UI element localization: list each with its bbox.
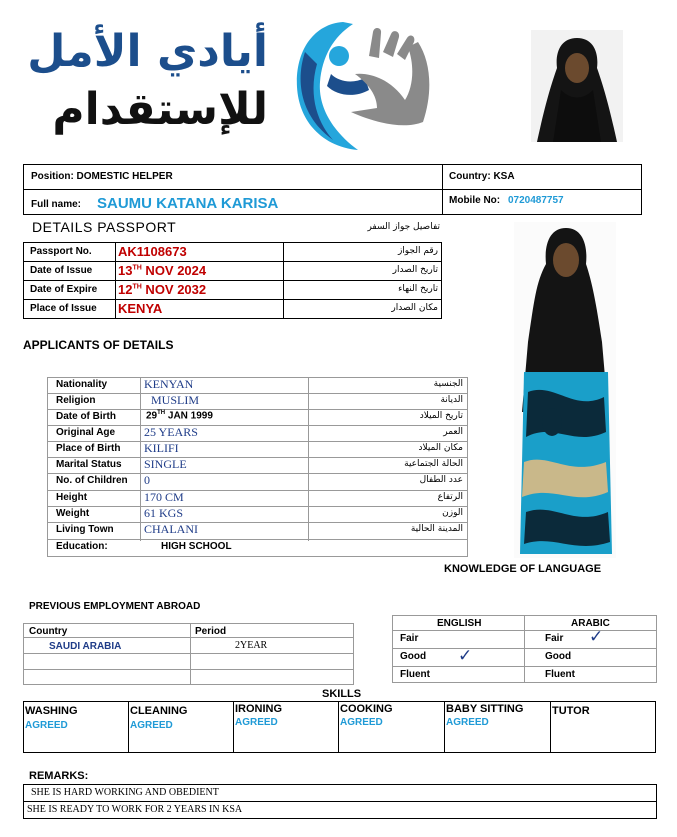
- passport-row-label: Date of Issue: [30, 265, 93, 276]
- skill-name: TUTOR: [552, 705, 590, 717]
- applicant-row-value: KILIFI: [144, 441, 179, 455]
- applicant-row-label: Living Town: [56, 524, 114, 535]
- passport-row-label: Passport No.: [30, 246, 92, 257]
- skill-status: AGREED: [130, 720, 173, 731]
- arabic-check-icon: ✓: [589, 627, 604, 647]
- skill-status: AGREED: [446, 717, 489, 728]
- applicant-row-value: 61 KGS: [144, 506, 184, 520]
- english-level-label: Fluent: [400, 669, 430, 680]
- english-check-icon: ✓: [458, 646, 473, 666]
- passport-heading-ar: تفاصيل جواز السفر: [367, 222, 440, 232]
- portrait-photo: [531, 30, 623, 142]
- employment-period-value: 2YEAR: [235, 640, 268, 651]
- skill-name: WASHING: [25, 705, 78, 717]
- applicant-row-label: Nationality: [56, 379, 108, 390]
- language-col-english: ENGLISH: [437, 618, 482, 629]
- employment-heading: PREVIOUS EMPLOYMENT ABROAD: [29, 601, 201, 612]
- language-heading: KNOWLEDGE OF LANGUAGE: [444, 563, 602, 575]
- passport-row-value: [118, 282, 206, 297]
- skill-name: COOKING: [340, 703, 393, 715]
- passport-value-main: KENYA: [118, 301, 163, 316]
- applicant-row-value: 170 CM: [144, 490, 184, 504]
- passport-row-label-ar: تاريخ الصدار: [392, 265, 438, 275]
- applicant-row-value: SINGLE: [144, 457, 187, 471]
- country-label: Country: KSA: [449, 171, 515, 182]
- language-col-arabic: ARABIC: [571, 618, 610, 629]
- applicant-row-value: [146, 410, 213, 421]
- applicant-row-label-ar: مكان الميلاد: [418, 443, 463, 453]
- remark-line-2: SHE IS READY TO WORK FOR 2 YEARS IN KSA: [27, 804, 243, 815]
- applicant-row-value: 25 YEARS: [144, 425, 198, 439]
- passport-value-suffix: TH: [132, 283, 142, 291]
- skill-name: IRONING: [235, 703, 283, 715]
- applicant-row-label: No. of Children: [56, 475, 128, 486]
- applicant-row-label: Religion: [56, 395, 96, 406]
- fullname-value: SAUMU KATANA KARISA: [97, 195, 279, 212]
- employment-table: [23, 623, 354, 685]
- passport-row-label: Date of Expire: [30, 284, 98, 295]
- applicant-value-main: 29: [146, 410, 158, 422]
- passport-row-label: Place of Issue: [30, 303, 97, 314]
- passport-row-label-ar: رقم الجواز: [397, 246, 438, 256]
- skill-status: AGREED: [340, 717, 383, 728]
- employment-col-period: Period: [195, 626, 227, 637]
- applicant-row-label-ar: عدد الطفال: [419, 475, 463, 485]
- remarks-heading: REMARKS:: [29, 770, 89, 782]
- applicant-row-label: Education:: [56, 541, 108, 552]
- applicant-row-label-ar: تاريخ الميلاد: [419, 411, 463, 421]
- mobile-label: Mobile No:: [449, 195, 501, 206]
- applicant-row-label-ar: الوزن: [442, 508, 463, 518]
- applicant-row-label-ar: الديانة: [440, 395, 463, 405]
- applicant-row-label-ar: المدينة الحالية: [410, 524, 463, 534]
- passport-value-rest: NOV 2024: [141, 263, 207, 278]
- applicant-row-label: Weight: [56, 508, 90, 519]
- english-level-label: Fair: [400, 633, 419, 644]
- remark-line-1: SHE IS HARD WORKING AND OBEDIENT: [31, 787, 219, 798]
- mobile-value: 0720487757: [508, 195, 564, 206]
- applicant-heading: APPLICANTS OF DETAILS: [23, 338, 174, 352]
- skill-name: BABY SITTING: [446, 703, 524, 715]
- passport-value-suffix: TH: [132, 264, 142, 272]
- passport-row-value: [118, 301, 162, 316]
- skill-status: AGREED: [235, 717, 278, 728]
- passport-row-label-ar: مكان الصدار: [391, 303, 438, 313]
- applicant-row-label: Marital Status: [56, 459, 122, 470]
- applicant-row-value: CHALANI: [144, 522, 198, 536]
- passport-row-value: [118, 244, 187, 259]
- applicant-row-label: Place of Birth: [56, 443, 121, 454]
- applicant-row-label-ar: العمر: [443, 427, 463, 437]
- applicant-row-value: 0: [144, 473, 150, 487]
- passport-value-rest: NOV 2032: [141, 282, 207, 297]
- passport-heading: DETAILS PASSPORT: [32, 219, 177, 235]
- passport-value-main: AK1108673: [118, 244, 187, 259]
- applicant-row-label: Date of Birth: [56, 411, 116, 422]
- arabic-level-label: Good: [545, 651, 572, 662]
- applicant-row-value: HIGH SCHOOL: [161, 541, 232, 552]
- passport-value-main: 12: [118, 282, 133, 297]
- skill-name: CLEANING: [130, 705, 188, 717]
- applicant-row-label-ar: الرتفاع: [437, 492, 463, 502]
- applicant-row-value: MUSLIM: [151, 393, 200, 407]
- skill-status: AGREED: [25, 720, 68, 731]
- full-body-photo: [514, 222, 616, 558]
- applicant-row-label: Height: [56, 492, 88, 503]
- skills-heading: SKILLS: [322, 688, 362, 700]
- employment-col-country: Country: [29, 626, 68, 637]
- applicant-row-label: Original Age: [56, 427, 116, 438]
- passport-value-main: 13: [118, 263, 133, 278]
- arabic-level-label: Fair: [545, 633, 564, 644]
- applicant-value-suffix: TH: [157, 410, 166, 416]
- employment-country-value: SAUDI ARABIA: [49, 641, 122, 652]
- english-level-label: Good: [400, 651, 427, 662]
- hand-logo-icon: [273, 12, 443, 154]
- applicant-row-label-ar: الجنسية: [433, 379, 463, 389]
- passport-row-value: [118, 263, 206, 278]
- logo-text-line1: أيادي الأمل: [27, 26, 268, 77]
- applicant-row-value: KENYAN: [144, 377, 194, 391]
- passport-row-label-ar: تاريخ النهاء: [398, 284, 438, 294]
- position-label: Position: DOMESTIC HELPER: [31, 171, 173, 182]
- logo-text-line2: للإستقدام: [52, 84, 268, 135]
- company-logo: [18, 12, 448, 157]
- fullname-label: Full name:: [31, 199, 82, 210]
- applicant-row-label-ar: الحالة الجتماعية: [404, 459, 463, 469]
- arabic-level-label: Fluent: [545, 669, 575, 680]
- applicant-value-rest: JAN 1999: [165, 410, 213, 422]
